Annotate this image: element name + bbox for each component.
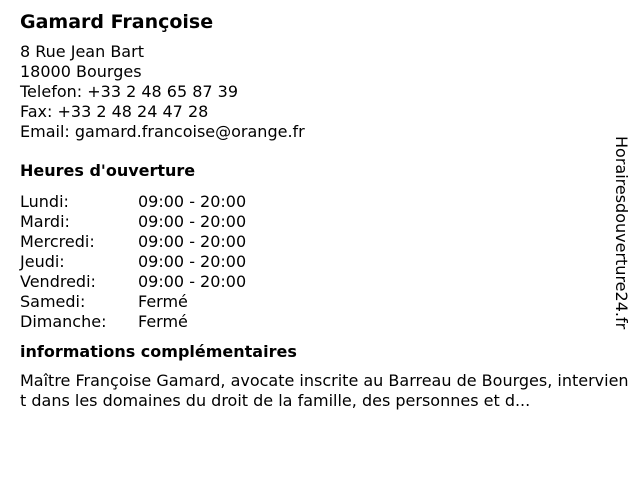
day-label: Vendredi:: [20, 272, 96, 291]
day-label: Mardi:: [20, 212, 70, 231]
hours-row-tuesday: [20, 212, 630, 232]
day-hours: Fermé: [138, 312, 188, 331]
day-label: Mercredi:: [20, 232, 95, 251]
day-hours: 09:00 - 20:00: [138, 192, 247, 211]
day-hours: 09:00 - 20:00: [138, 252, 247, 271]
opening-hours-list: [20, 192, 630, 332]
hours-row-sunday: [20, 312, 630, 332]
day-label: Dimanche:: [20, 312, 107, 331]
day-hours: 09:00 - 20:00: [138, 232, 247, 251]
email-address: Email: gamard.francoise@orange.fr: [20, 122, 305, 141]
fax-number: Fax: +33 2 48 24 47 28: [20, 102, 209, 121]
day-hours: 09:00 - 20:00: [138, 272, 247, 291]
additional-info-text: Maître Françoise Gamard, avocate inscrite au Barreau de Bourges, intervient dans les domaines du droit de la famille, des personnes et d...: [20, 371, 629, 410]
business-name: Gamard Françoise: [20, 11, 214, 33]
business-card: [20, 10, 630, 411]
opening-hours-heading: Heures d'ouverture: [20, 161, 196, 180]
day-hours: 09:00 - 20:00: [138, 212, 247, 231]
additional-info-heading: informations complémentaires: [20, 342, 297, 361]
site-watermark: Horairesdouverture24.fr: [612, 136, 631, 330]
day-hours: Fermé: [138, 292, 188, 311]
hours-row-thursday: [20, 252, 630, 272]
day-label: Jeudi:: [20, 252, 65, 271]
day-label: Lundi:: [20, 192, 69, 211]
street-address: 8 Rue Jean Bart: [20, 42, 144, 61]
hours-row-friday: [20, 272, 630, 292]
hours-row-monday: [20, 192, 630, 212]
phone-number: Telefon: +33 2 48 65 87 39: [20, 82, 239, 101]
hours-row-saturday: [20, 292, 630, 312]
day-label: Samedi:: [20, 292, 86, 311]
hours-row-wednesday: [20, 232, 630, 252]
postal-city: 18000 Bourges: [20, 62, 142, 81]
